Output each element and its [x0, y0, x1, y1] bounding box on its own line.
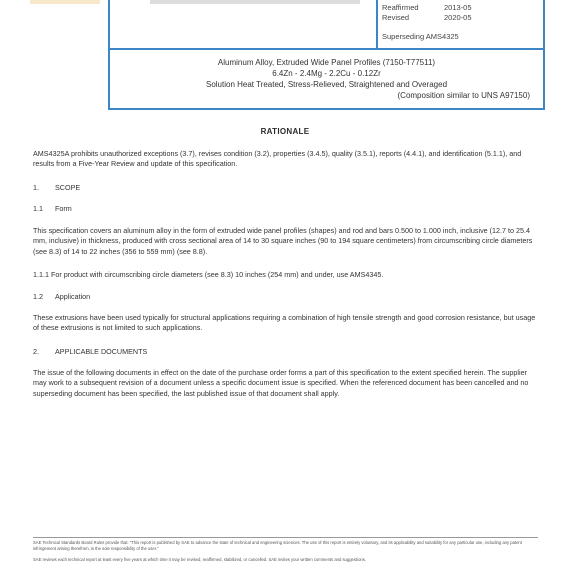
title-line-3: Solution Heat Treated, Stress-Relieved, Straightened and Overaged [205, 80, 448, 89]
reaffirmed-label: Reaffirmed [382, 3, 419, 12]
section-2-heading [33, 347, 147, 356]
footer-rule [33, 537, 538, 538]
title-line-4: (Composition similar to UNS A97150) [397, 91, 530, 100]
section-2-paragraph: The issue of the following documents in effect on the date of the purchase order forms a part of this specification to the extent specified herein. The supplier may work to a subsequent revision of a document unless a specific document issue is specified. When the referenced document has been cancelled and no superseding document has been specified, the last published issue of that document shall apply. [33, 368, 529, 398]
section-1-1-title: Form [55, 204, 72, 213]
header-vertical-divider [376, 0, 378, 48]
footer-line-1: SAE Technical Standards Board Rules provide that: "This report is published by SAE to advance the state of technical and engineering sciences. The use of this report is entirely voluntary, and its applicability and suitability for any particular use, including any patent infringement arising therefrom, is the sole responsibility of the user." [33, 540, 522, 551]
header-banner-image [150, 0, 360, 4]
header-divider [110, 48, 543, 50]
section-1-1-heading [33, 204, 72, 213]
section-1-1-number: 1.1 [33, 204, 43, 213]
reaffirmed-date: 2013-05 [444, 3, 472, 12]
logo-image [30, 0, 100, 4]
revised-row [382, 13, 472, 22]
section-1-1-paragraph: This specification covers an aluminum alloy in the form of extruded wide panel profiles (shapes) and rod and bars 0.500 to 1.000 inch, inclusive (12.7 to 25.4 mm, inclusive) in thickness, produced with cross sectional area of 14 to 30 square inches (90 to 194 square centimeters) from circumscribing circle diameters (see 8.3) of 14 to 22 inches (356 to 559 mm) (see 8.8). [33, 226, 533, 256]
section-1-2-title: Application [55, 292, 91, 301]
section-1-1-1-paragraph: 1.1.1 For product with circumscribing circle diameters (see 8.3) 10 inches (254 mm) and under, use AMS4345. [33, 270, 384, 279]
reaffirmed-row [382, 3, 472, 12]
revised-label: Revised [382, 13, 410, 22]
footer-line-2: SAE reviews each technical report at least every five years at which time it may be revised, reaffirmed, stabilized, or cancelled. SAE invites your written comments and suggestions. [33, 557, 366, 562]
revised-date: 2020-05 [444, 13, 472, 22]
title-line-1: Aluminum Alloy, Extruded Wide Panel Profiles (7150-T77511) [217, 58, 436, 67]
section-2-title: APPLICABLE DOCUMENTS [55, 347, 148, 356]
rationale-paragraph: AMS4325A prohibits unauthorized exceptions (3.7), revises condition (3.2), properties (3.4.5), quality (3.5.1), reports (4.4.1), and identification (5.1.1), and results from a Five-Year Review and update of this specification. [33, 149, 522, 169]
section-1-2-heading [33, 292, 90, 301]
section-1-2-paragraph: These extrusions have been used typically for structural applications requiring a combination of high tensile strength and good corrosion resistance, but usage of these extrusions is not limited to such applications. [33, 313, 536, 333]
section-1-2-number: 1.2 [33, 292, 43, 301]
section-2-number: 2. [33, 347, 39, 356]
section-1-heading [33, 183, 80, 192]
title-line-2: 6.4Zn - 2.4Mg - 2.2Cu - 0.12Zr [272, 69, 381, 78]
section-1-number: 1. [33, 183, 39, 192]
section-1-title: SCOPE [55, 183, 81, 192]
rationale-heading: RATIONALE [260, 127, 310, 136]
superseding-note: Superseding AMS4325 [382, 32, 459, 41]
